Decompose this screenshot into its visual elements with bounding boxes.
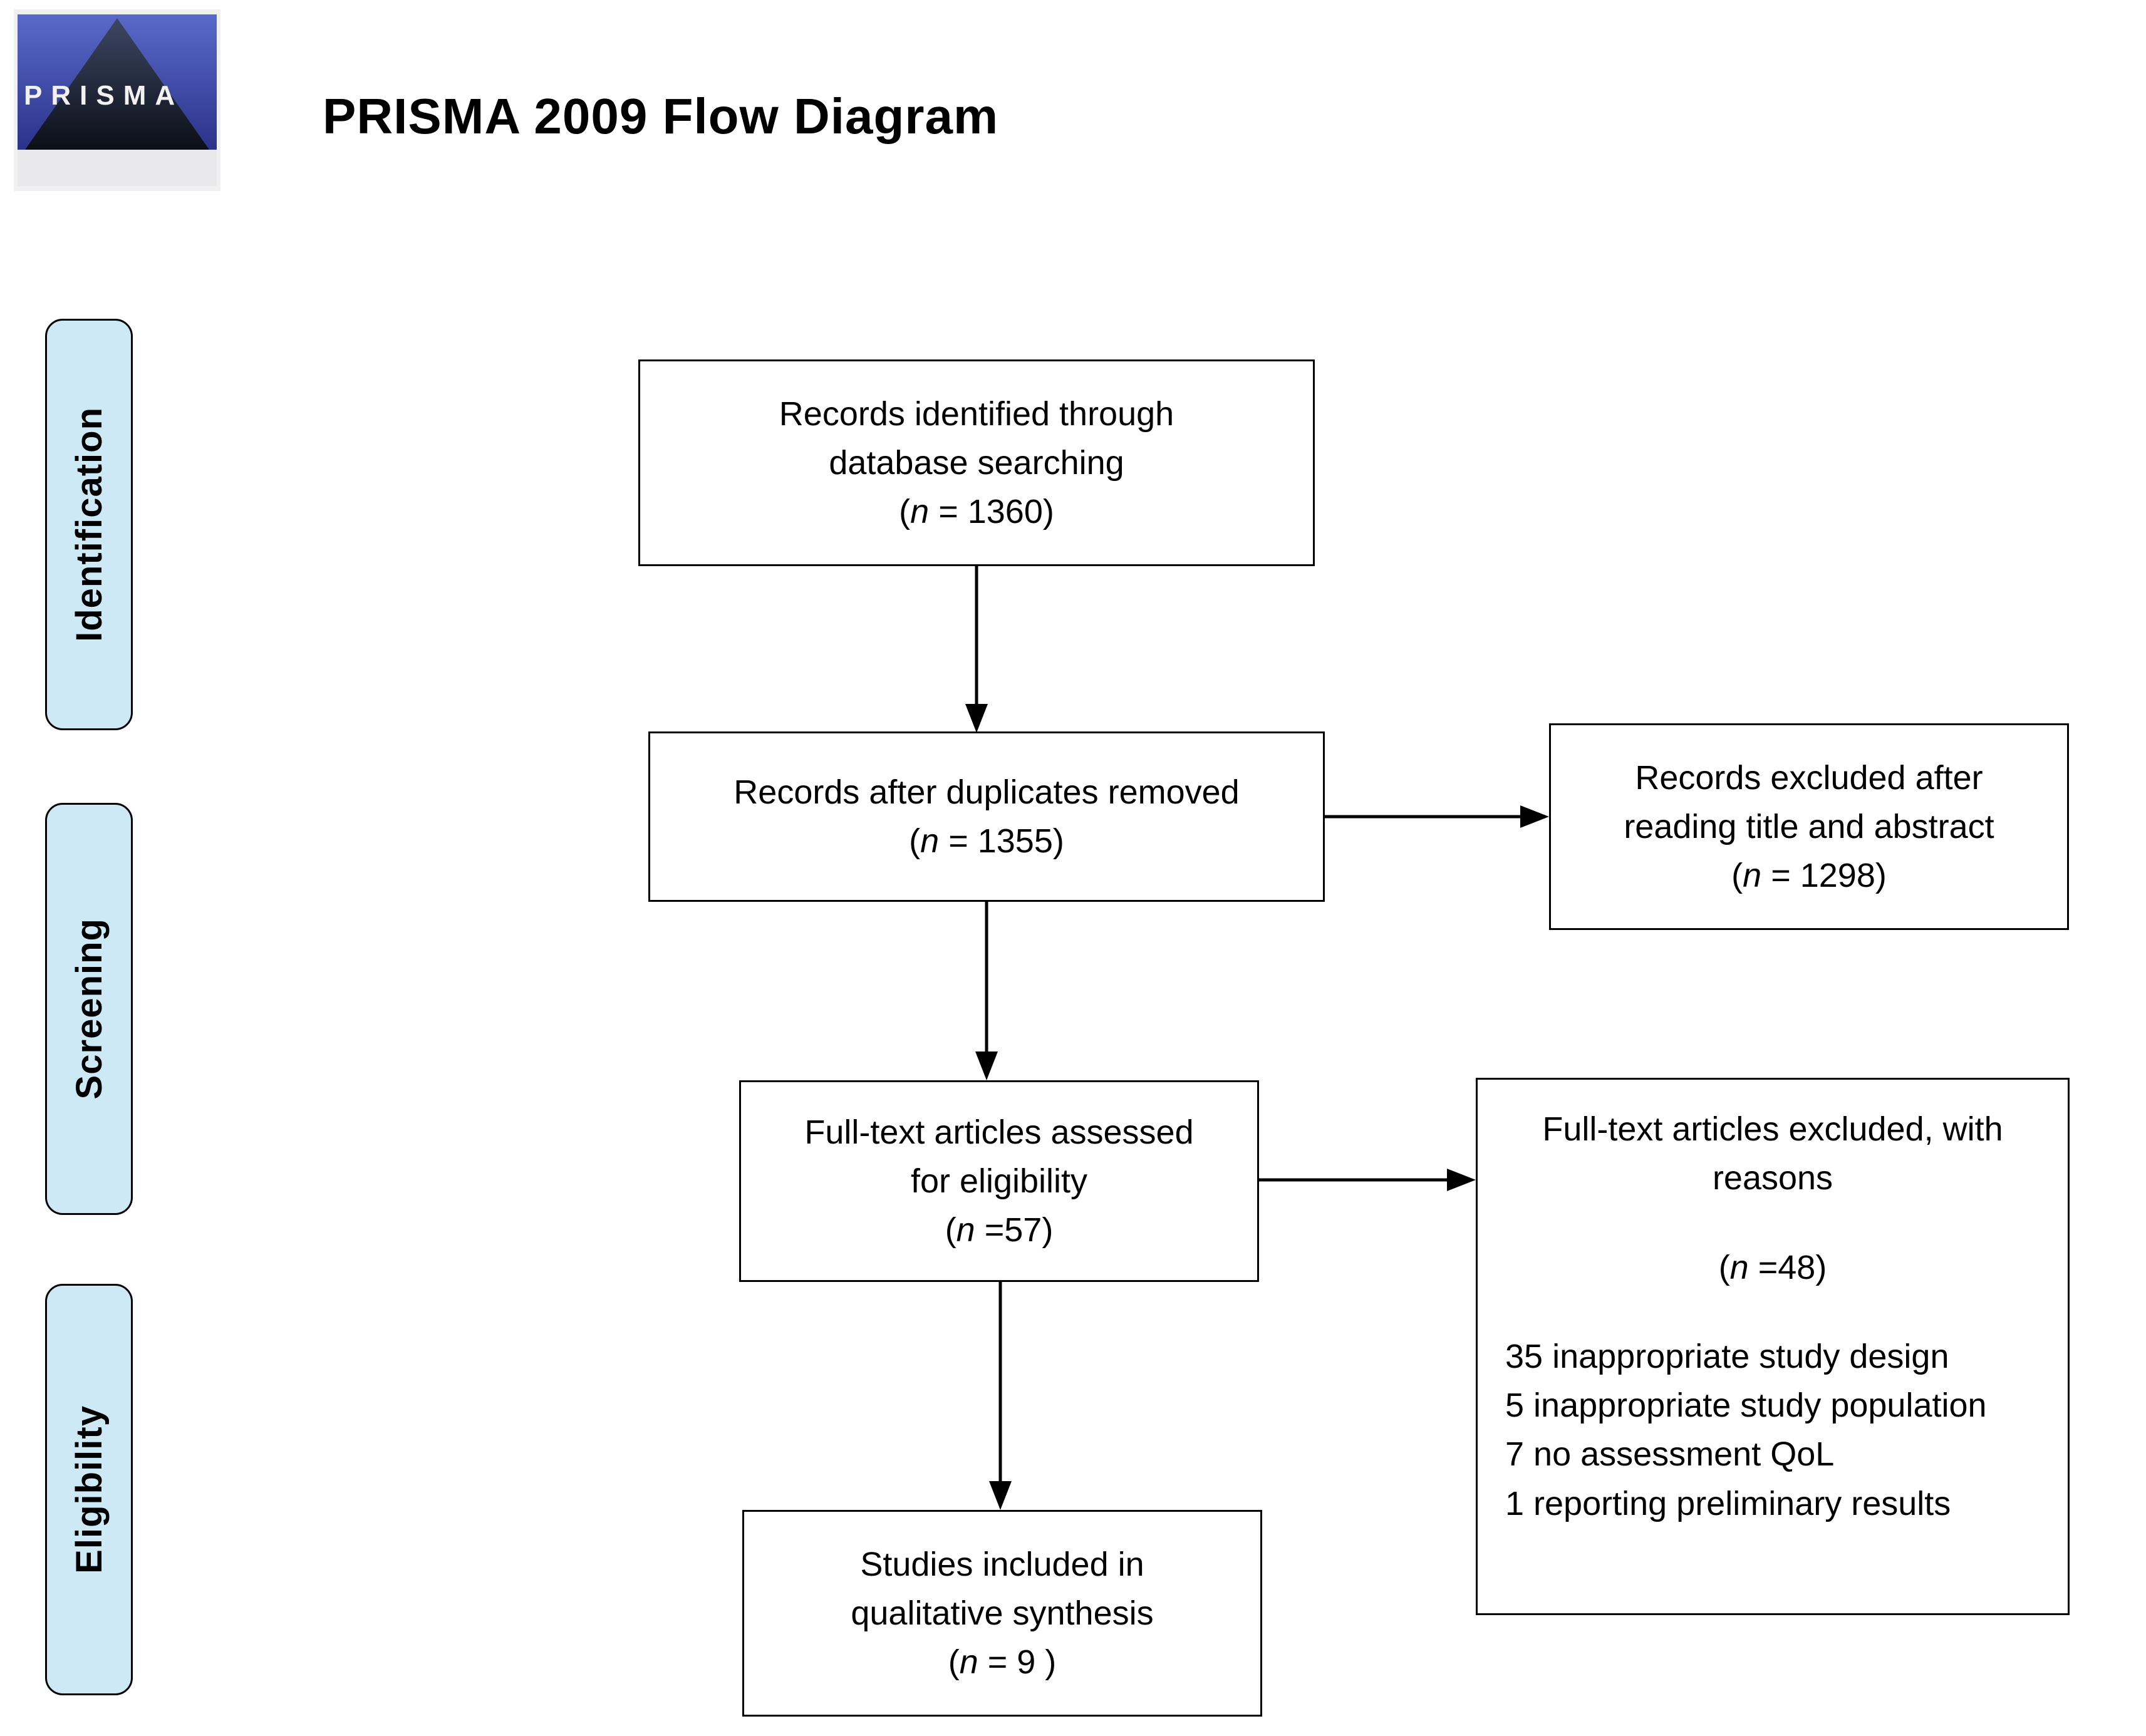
box-studies-included [742, 1510, 1262, 1717]
arrow-fulltext-to-included [989, 1282, 1012, 1510]
box-count: (n = 9 ) [948, 1643, 1057, 1682]
exclusion-reason: 7 no assessment QoL [1505, 1435, 1835, 1474]
box-records-identified [638, 359, 1315, 566]
logo-bottom-band [18, 150, 217, 186]
box-text-line: Full-text articles excluded, with [1542, 1110, 2003, 1148]
box-text-line: Records identified through [779, 395, 1174, 433]
exclusion-reason: 35 inappropriate study design [1505, 1337, 1949, 1375]
arrow-deduplicated-to-fulltext [975, 902, 998, 1080]
box-text-line: reasons [1712, 1159, 1833, 1197]
box-text-line: Records after duplicates removed [733, 773, 1240, 811]
box-text-line: database searching [829, 443, 1124, 482]
stage-label-identification: Identification [68, 407, 110, 642]
box-count: (n =57) [945, 1211, 1054, 1249]
arrow-identified-to-deduplicated [965, 566, 988, 733]
stage-eligibility [45, 1284, 133, 1695]
box-count: (n =48) [1718, 1248, 1827, 1286]
exclusion-reason: 1 reporting preliminary results [1505, 1484, 1951, 1522]
logo-wordmark: PRISMA [24, 80, 184, 111]
box-fulltext-assessed [739, 1080, 1259, 1282]
prisma-logo-image [14, 9, 220, 191]
box-records-excluded [1549, 723, 2069, 930]
box-count: (n = 1355) [909, 822, 1064, 860]
box-text-line: reading title and abstract [1624, 807, 1994, 845]
stage-identification [45, 319, 133, 730]
box-text-line: Full-text articles assessed [804, 1113, 1194, 1151]
stage-label-screening: Screening [68, 918, 110, 1100]
exclusion-reason: 5 inappropriate study population [1505, 1387, 1987, 1425]
page-title: PRISMA 2009 Flow Diagram [323, 88, 999, 144]
arrow-fulltext-to-excluded [1259, 1169, 1476, 1191]
box-text-line: for eligibility [910, 1162, 1088, 1200]
box-text-line: qualitative synthesis [851, 1594, 1154, 1632]
stage-label-eligibility: Eligibility [68, 1405, 110, 1574]
stage-screening [45, 803, 133, 1215]
exclusion-reasons-list [1496, 1332, 2049, 1528]
prisma-logo [14, 9, 220, 191]
box-text-line: Studies included in [860, 1545, 1144, 1583]
box-text-line: Records excluded after [1635, 758, 1983, 797]
box-records-after-duplicates [648, 731, 1325, 902]
arrow-deduplicated-to-excluded [1325, 805, 1549, 828]
box-count: (n = 1360) [899, 493, 1054, 531]
box-count: (n = 1298) [1731, 857, 1887, 895]
box-fulltext-excluded [1476, 1078, 2070, 1615]
